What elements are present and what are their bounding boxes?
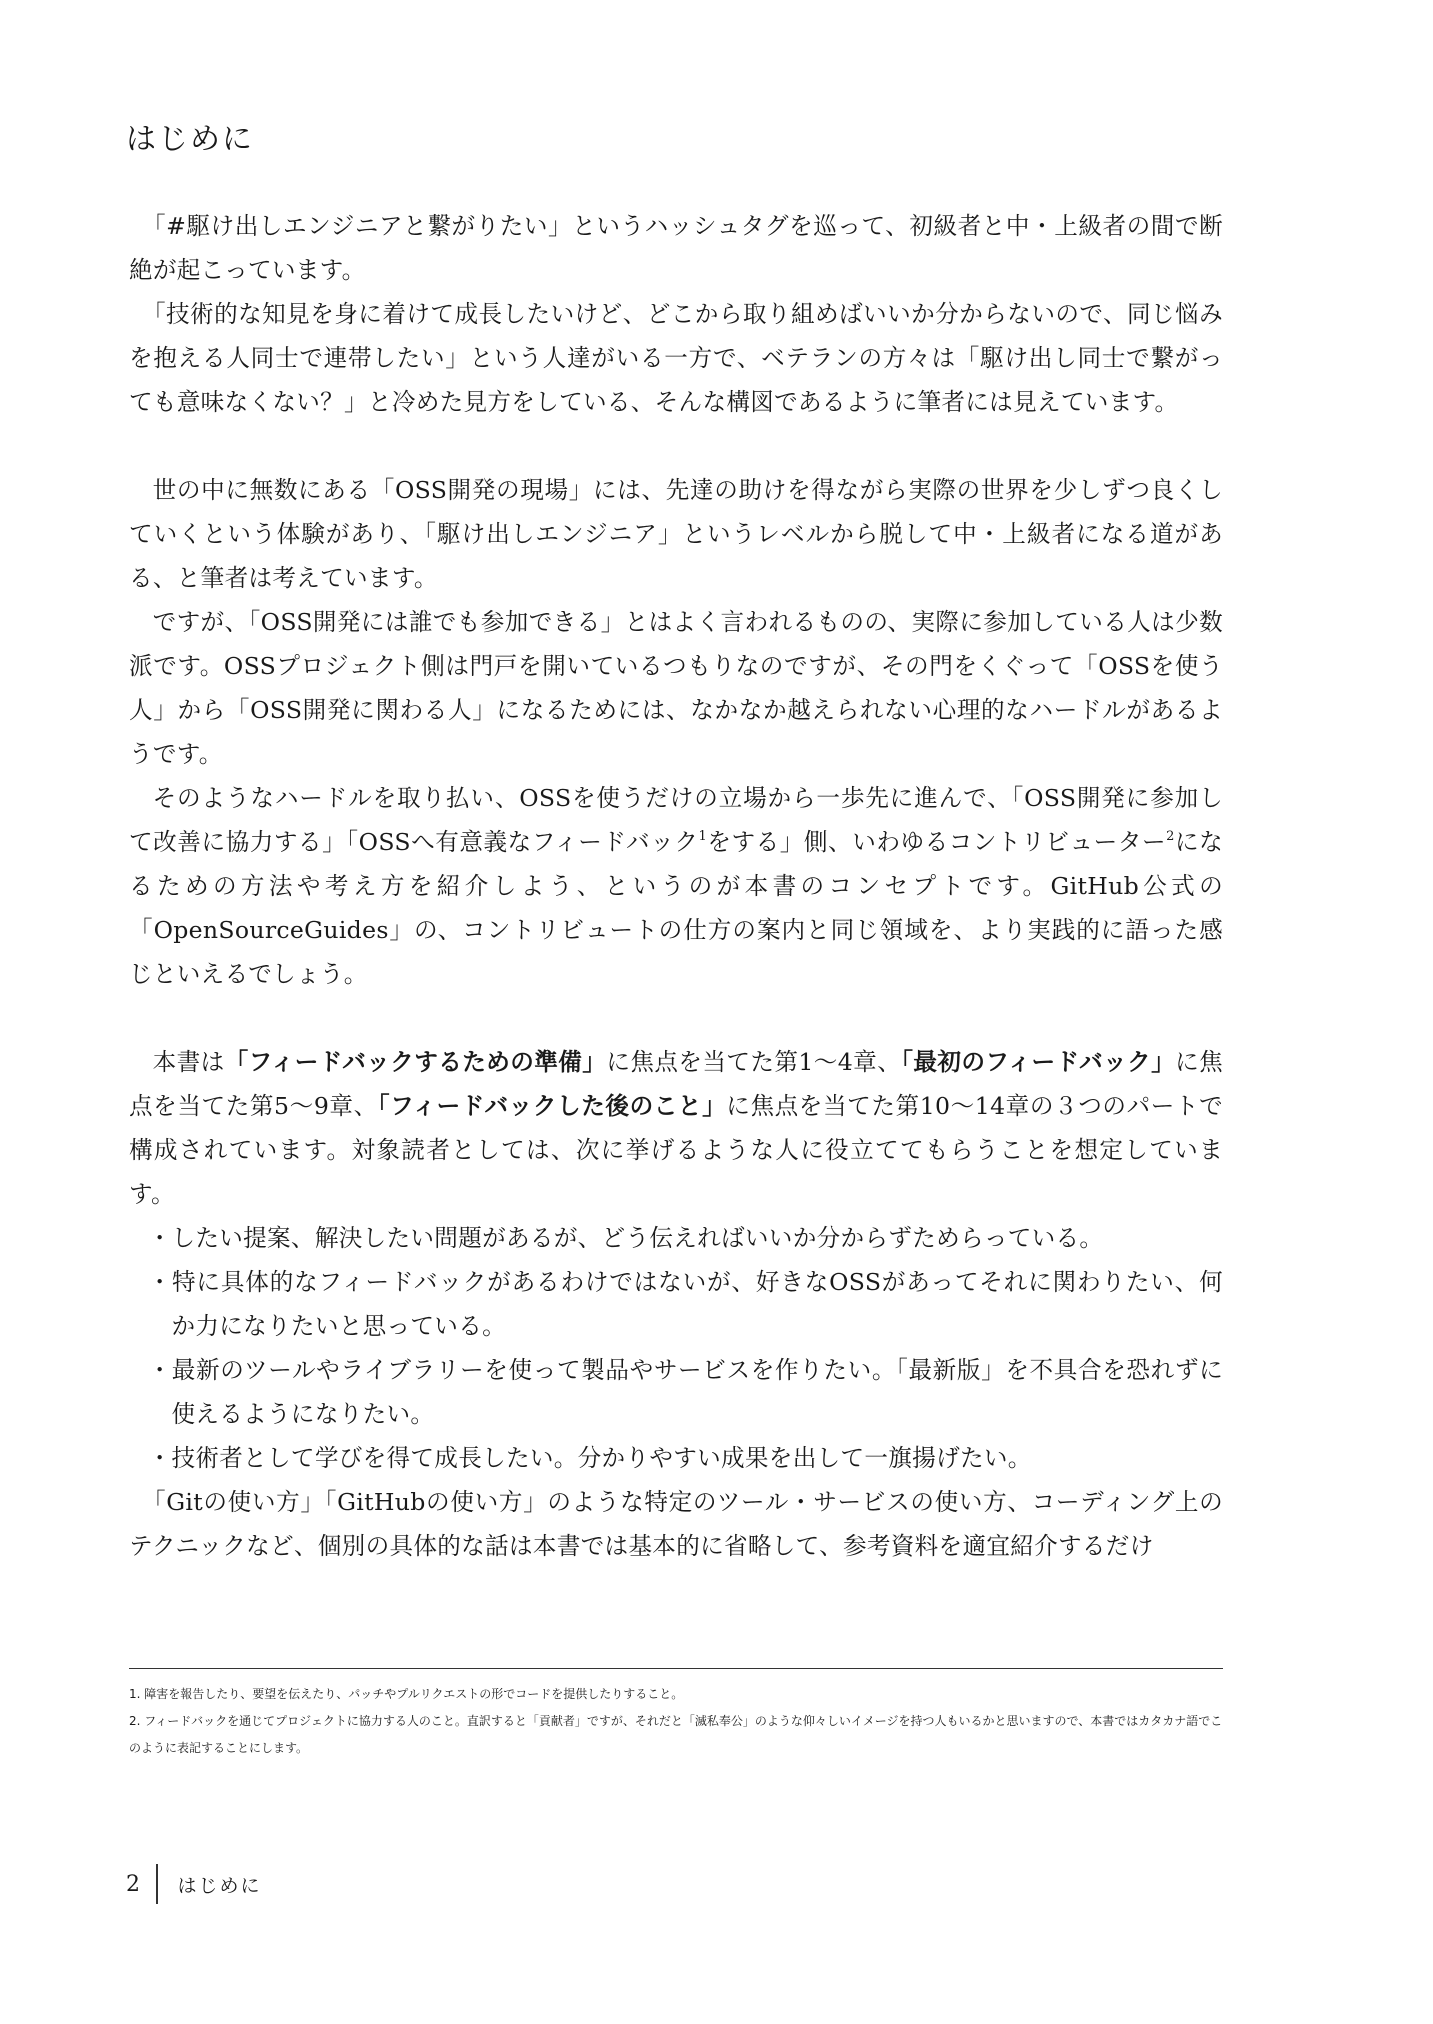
footnote-ref-2: 2: [1166, 829, 1175, 844]
paragraph-3: 世の中に無数にある「OSS開発の現場」には、先達の助けを得ながら実際の世界を少しずつ良くしていくという体験があり、「駆け出しエンジニア」というレベルから脱して中・上級者になる道がある、と筆者は考えています。: [129, 476, 1223, 592]
paragraph-6-part-d: に焦点を当てた第5〜9章、: [129, 1048, 1223, 1120]
list-item: [136, 1216, 1223, 1260]
list-item-text: 最新のツールやライブラリーを使って製品やサービスを作りたい。「最新版」を不具合を恐れずに使えるようになりたい。: [171, 1356, 1223, 1428]
footnote-2: 2. フィードバックを通じてプロジェクトに協力する人のこと。直訳すると「貢献者」ですが、それだと「滅私奉公」のような仰々しいイメージを持つ人もいるかと思いますので、本書ではカタカナ語でこのように表記することにします。: [129, 1714, 1223, 1755]
paragraph-1: 「#駆け出しエンジニアと繋がりたい」というハッシュタグを巡って、初級者と中・上級者の間で断絶が起こっています。: [129, 212, 1223, 284]
paragraph-7: 「Gitの使い方」「GitHubの使い方」のような特定のツール・サービスの使い方、コーディング上のテクニックなど、個別の具体的な話は本書では基本的に省略して、参考資料を適宜紹介するだけ: [129, 1488, 1223, 1560]
paragraph-6-part-a: 本書は: [152, 1048, 225, 1076]
bullet-mark: ・: [147, 1268, 172, 1296]
part-2-title: 「最初のフィードバック」: [901, 1048, 1176, 1076]
bullet-mark: ・: [147, 1356, 172, 1384]
running-chapter-title: はじめに: [177, 1874, 262, 1897]
paragraph-5-part-b: をする」側、いわゆるコントリビューター: [707, 828, 1167, 856]
paragraph-2: 「技術的な知見を身に着けて成長したいけど、どこから取り組めばいいか分からないので、同じ悩みを抱える人同士で連帯したい」という人達がいる一方で、ベテランの方々は「駆け出し同士で繋がっても意味なくない？」と冷めた見方をしている、そんな構図であるように筆者には見えています。: [129, 300, 1223, 416]
page-number: 2: [126, 1871, 140, 1897]
page-footer: [126, 1864, 262, 1904]
list-item: [136, 1436, 1223, 1480]
paragraph-5-part-a: そのようなハードルを取り払い、OSSを使うだけの立場から一歩先に進んで、「OSS開発に参加して改善に協力する」「OSSへ有意義なフィードバック: [129, 784, 1223, 856]
part-3-title: 「フィードバックした後のこと」: [377, 1092, 727, 1120]
paragraph-5: [129, 776, 1223, 996]
list-item-text: 技術者として学びを得て成長したい。分かりやすい成果を出して一旗揚げたい。: [171, 1444, 1032, 1472]
footnote-1: 1. 障害を報告したり、要望を伝えたり、パッチやプルリクエストの形でコードを提供したりすること。: [129, 1687, 684, 1701]
list-item: [136, 1348, 1223, 1436]
paragraph-5-part-c: になるための方法や考え方を紹介しよう、というのが本書のコンセプトです。GitHub公式の「OpenSourceGuides」の、コントリビュートの仕方の案内と同じ領域を、より実践的に語った感じといえるでしょう。: [129, 828, 1223, 988]
footnote-ref-1: 1: [698, 829, 708, 844]
page-heading: はじめに: [126, 122, 254, 157]
list-item-text: 特に具体的なフィードバックがあるわけではないが、好きなOSSがあってそれに関わりたい、何か力になりたいと思っている。: [171, 1268, 1223, 1340]
list-item: [136, 1260, 1223, 1348]
body-text: [129, 204, 1223, 1568]
paragraph-6-part-e: に焦点を当てた第10〜14章の３つのパートで構成されています。対象読者としては、次に挙げるような人に役立ててもらうことを想定しています。: [129, 1092, 1223, 1208]
bullet-mark: ・: [147, 1224, 172, 1252]
list-item-text: したい提案、解決したい問題があるが、どう伝えればいいか分からずためらっている。: [171, 1224, 1104, 1252]
paragraph-6: [129, 1040, 1223, 1216]
target-reader-list: [129, 1216, 1223, 1480]
paragraph-6-part-c: に焦点を当てた第1〜4章、: [606, 1048, 902, 1076]
footer-divider: [156, 1864, 158, 1904]
part-1-title: 「フィードバックするための準備」: [224, 1048, 607, 1076]
footnotes: [129, 1681, 1223, 1762]
paragraph-4: ですが、「OSS開発には誰でも参加できる」とはよく言われるものの、実際に参加している人は少数派です。OSSプロジェクト側は門戸を開いているつもりなのですが、その門をくぐって「OSSを使う人」から「OSS開発に関わる人」になるためには、なかなか越えられない心理的なハードルがあるようです。: [129, 608, 1223, 768]
footnote-divider: [129, 1668, 1223, 1669]
bullet-mark: ・: [147, 1444, 172, 1472]
